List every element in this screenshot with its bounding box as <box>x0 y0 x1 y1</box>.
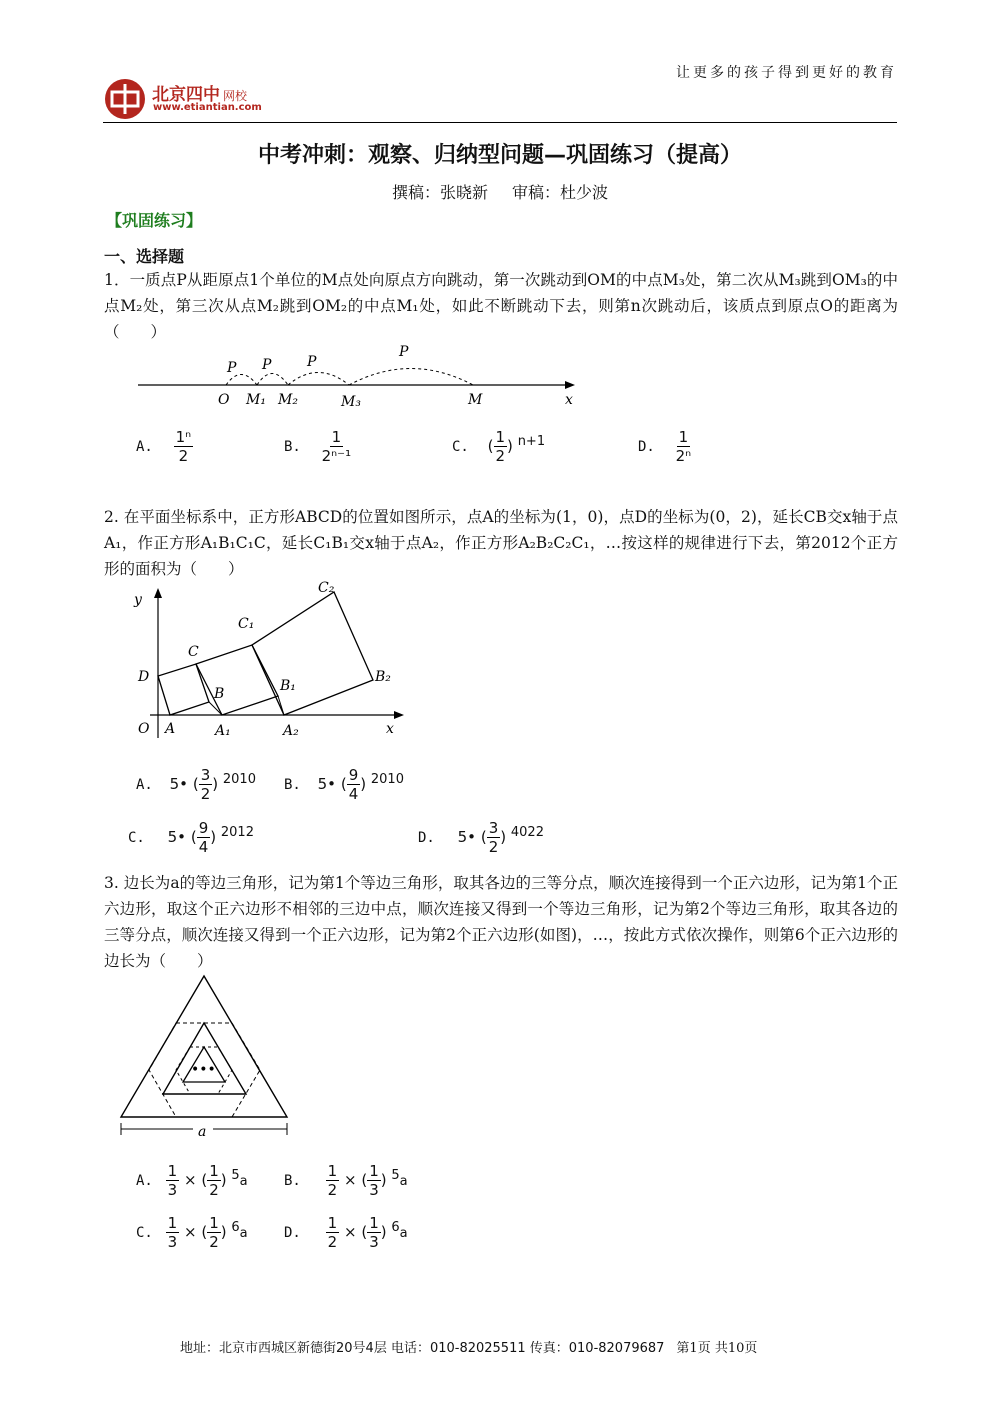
q1-label-o: O <box>218 392 230 408</box>
q3-option-b[interactable]: B. $\frac{1}{2}$ × ( $\frac{1}{3}$ ) $^5$a <box>284 1162 408 1199</box>
q1-label-m2: M₂ <box>278 392 298 408</box>
q2-label-b1: B₁ <box>280 678 296 694</box>
q1-label-p4: P <box>399 344 409 360</box>
page-title: 中考冲刺：观察、归纳型问题—巩固练习（提高） <box>257 143 742 168</box>
logo-name: 北京四中 网校 <box>152 85 248 105</box>
q3-option-c[interactable]: C. $\frac{1}{3}$ × ( $\frac{1}{2}$ ) $^6$a <box>136 1214 248 1251</box>
logo-url: www.etiantian.com <box>153 102 262 113</box>
q1-label-m1: M₁ <box>246 392 266 408</box>
reviewer: 审稿：杜少波 <box>512 183 609 202</box>
section-heading: 一、选择题 <box>104 247 185 266</box>
q2-option-d[interactable]: D. 5• ( $\frac{3}{2}$ ) $^{4022}$ <box>418 819 544 856</box>
authors <box>0 180 1000 203</box>
q2-option-b[interactable]: B. 5• ( $\frac{9}{4}$ ) $^{2010}$ <box>284 766 404 803</box>
section-label: 【巩固练习】 <box>106 211 203 230</box>
q3-triangles-figure <box>115 972 295 1144</box>
header-divider <box>103 122 897 123</box>
header-slogan: 让更多的孩子得到更好的教育 <box>676 65 897 81</box>
footer <box>180 1337 757 1356</box>
q3-option-a[interactable]: A. $\frac{1}{3}$ × ( $\frac{1}{2}$ ) $^5$a <box>136 1162 248 1199</box>
q1-label-m: M <box>468 392 483 408</box>
q2-label-o: O <box>138 721 150 737</box>
q3-ellipsis: ••• <box>191 1062 216 1078</box>
question-2-text: 2. 在平面坐标系中，正方形ABCD的位置如图所示，点A的坐标为(1，0)，点D的坐标为(0，2)，延长CB交x轴于点A₁，作正方形A₁B₁C₁C，延长C₁B₁交x轴于点A₂，作正方形A₂B₂C₂C₁，…按这样的规律进行下去，第2012个正方形的面积为（ ） <box>104 508 898 578</box>
q1-number-line-figure <box>135 342 585 412</box>
q2-option-a[interactable]: A. 5• ( $\frac{3}{2}$ ) $^{2010}$ <box>136 766 256 803</box>
q2-label-b2: B₂ <box>375 669 391 685</box>
q2-label-d: D <box>138 669 150 685</box>
q1-label-p1: P <box>227 360 237 376</box>
q1-option-b[interactable]: B. $\frac{1}{\text{2ⁿ⁻¹}}$ <box>284 428 352 465</box>
q1-label-m3: M₃ <box>341 394 361 410</box>
q1-option-d[interactable]: D. $\frac{1}{\text{2ⁿ}}$ <box>638 428 692 465</box>
q2-label-y: y <box>134 592 142 608</box>
q2-label-a: A <box>165 721 176 737</box>
q1-label-x: x <box>565 392 573 408</box>
writer: 撰稿：张晓新 <box>391 183 488 202</box>
q3-label-a: a <box>198 1124 207 1140</box>
q2-label-x: x <box>386 721 394 737</box>
q2-option-c[interactable]: C. 5• ( $\frac{9}{4}$ ) $^{2012}$ <box>128 819 254 856</box>
q2-squares-figure <box>130 580 410 745</box>
q2-label-c2: C₂ <box>318 580 335 596</box>
q2-label-c1: C₁ <box>238 616 255 632</box>
q3-option-d[interactable]: D. $\frac{1}{2}$ × ( $\frac{1}{3}$ ) $^6$a <box>284 1214 408 1251</box>
footer-page: 第1页 共10页 <box>676 1341 758 1356</box>
question-3-text: 3. 边长为a的等边三角形，记为第1个等边三角形，取其各边的三等分点，顺次连接得到一个正六边形，记为第1个正六边形，取这个正六边形不相邻的三边中点，顺次连接又得到一个等边三角形，记为第2个等边三角形，取其各边的三等分点，顺次连接又得到一个正六边形，记为第2个正六边形(如图)，…，按此方式依次操作，则第6个正六边形的边长为（ ） <box>104 874 898 970</box>
q2-label-c: C <box>188 644 199 660</box>
footer-address: 地址：北京市西城区新德街20号4层 电话：010-82025511 传真：010-82079687 <box>180 1341 665 1356</box>
question-1-text: 1．一质点P从距原点1个单位的M点处向原点方向跳动，第一次跳动到OM的中点M₃处，第二次从M₃跳到OM₃的中点M₂处，第三次从点M₂跳到OM₂的中点M₁处，如此不断跳动下去，则第n次跳动后，该质点到原点O的距离为（ ） <box>104 271 898 341</box>
q1-label-p3: P <box>307 354 317 370</box>
q1-option-a[interactable]: A. $\frac{\text{1ⁿ}}{2}$ <box>136 428 192 465</box>
q2-label-a1: A₁ <box>215 723 231 739</box>
q1-label-p2: P <box>262 357 272 373</box>
q2-label-a2: A₂ <box>283 723 299 739</box>
q1-option-c[interactable]: C. ( $\frac{1}{2}$ ) $^{n+1}$ <box>452 428 546 465</box>
q2-label-b: B <box>214 686 225 702</box>
